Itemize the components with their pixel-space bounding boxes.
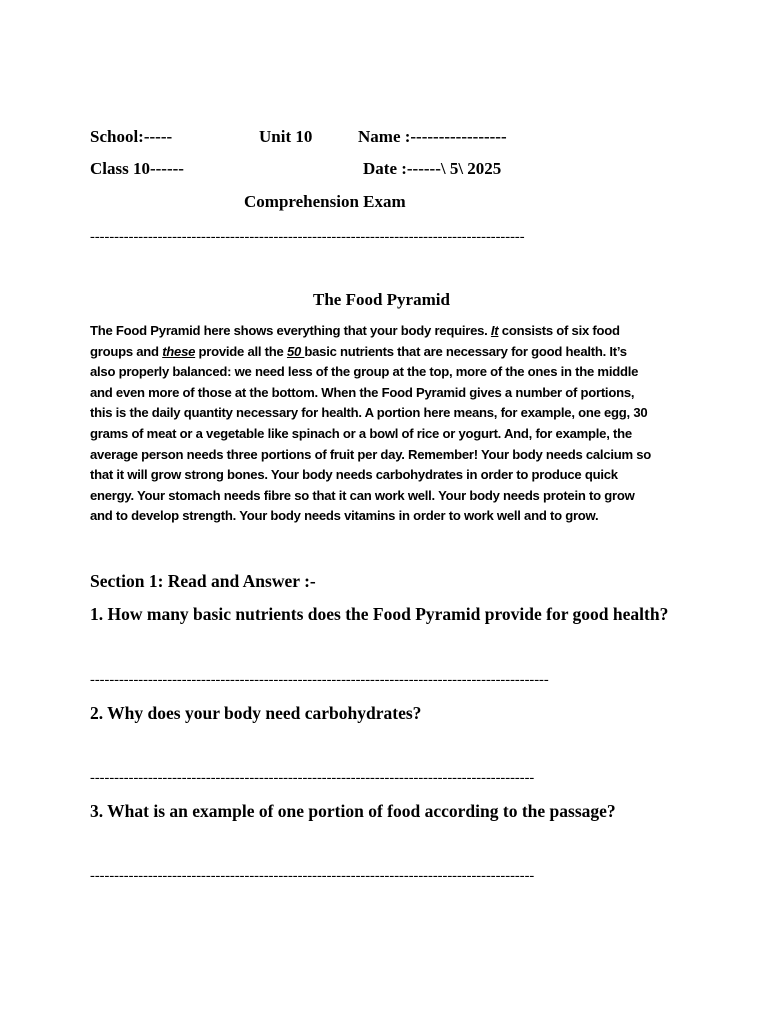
underlined-word: It bbox=[490, 323, 499, 338]
header-separator: ------------------------------------------------------------------------------------------ bbox=[90, 229, 525, 245]
passage-line: that it will grow strong bones. Your body needs carbohydrates in order to produce quick bbox=[90, 467, 618, 483]
exam-title: Comprehension Exam bbox=[244, 192, 406, 211]
answer-line-2[interactable]: -------------------------------------------------------------------------------------------- bbox=[90, 770, 535, 786]
section-title: Section 1: Read and Answer :- bbox=[90, 571, 316, 591]
passage-line: groups and these provide all the 50 basic nutrients that are necessary for good health. It’s bbox=[90, 343, 627, 359]
passage-line: also properly balanced: we need less of the group at the top, more of the ones in the middle bbox=[90, 364, 639, 380]
answer-line-3[interactable]: -------------------------------------------------------------------------------------------- bbox=[90, 868, 535, 884]
passage-line: this is the daily quantity necessary for health. A portion here means, for example, one egg, 30 bbox=[90, 405, 648, 421]
question-2: 2. Why does your body need carbohydrates? bbox=[90, 703, 422, 723]
passage-line: and to develop strength. Your body needs vitamins in order to work well and to grow. bbox=[90, 508, 599, 524]
school-field: School:----- bbox=[90, 127, 173, 146]
underlined-word: these bbox=[162, 343, 196, 359]
passage-line: and even more of those at the bottom. When the Food Pyramid gives a number of portions, bbox=[90, 384, 635, 400]
question-1: 1. How many basic nutrients does the Food Pyramid provide for good health? bbox=[90, 604, 669, 624]
passage-body bbox=[90, 321, 686, 527]
answer-line-1[interactable]: ----------------------------------------------------------------------------------------------- bbox=[90, 672, 549, 688]
class-field: Class 10------ bbox=[90, 159, 184, 178]
passage-line: grams of meat or a vegetable like spinach or a bowl of rice or yogurt. And, for example, the bbox=[90, 425, 632, 441]
underlined-word: 50 bbox=[286, 343, 305, 359]
question-3: 3. What is an example of one portion of food according to the passage? bbox=[90, 801, 616, 821]
passage-line: average person needs three portions of fruit per day. Remember! Your body needs calcium so bbox=[90, 446, 652, 462]
passage-title: The Food Pyramid bbox=[313, 290, 450, 309]
passage-line: energy. Your stomach needs fibre so that it can work well. Your body needs protein to grow bbox=[90, 487, 635, 503]
name-field: Name :----------------- bbox=[358, 127, 507, 146]
date-field: Date :------\ 5\ 2025 bbox=[363, 159, 502, 178]
passage-line: The Food Pyramid here shows everything that your body requires. It consists of six food bbox=[90, 323, 620, 338]
unit-label: Unit 10 bbox=[259, 127, 313, 146]
